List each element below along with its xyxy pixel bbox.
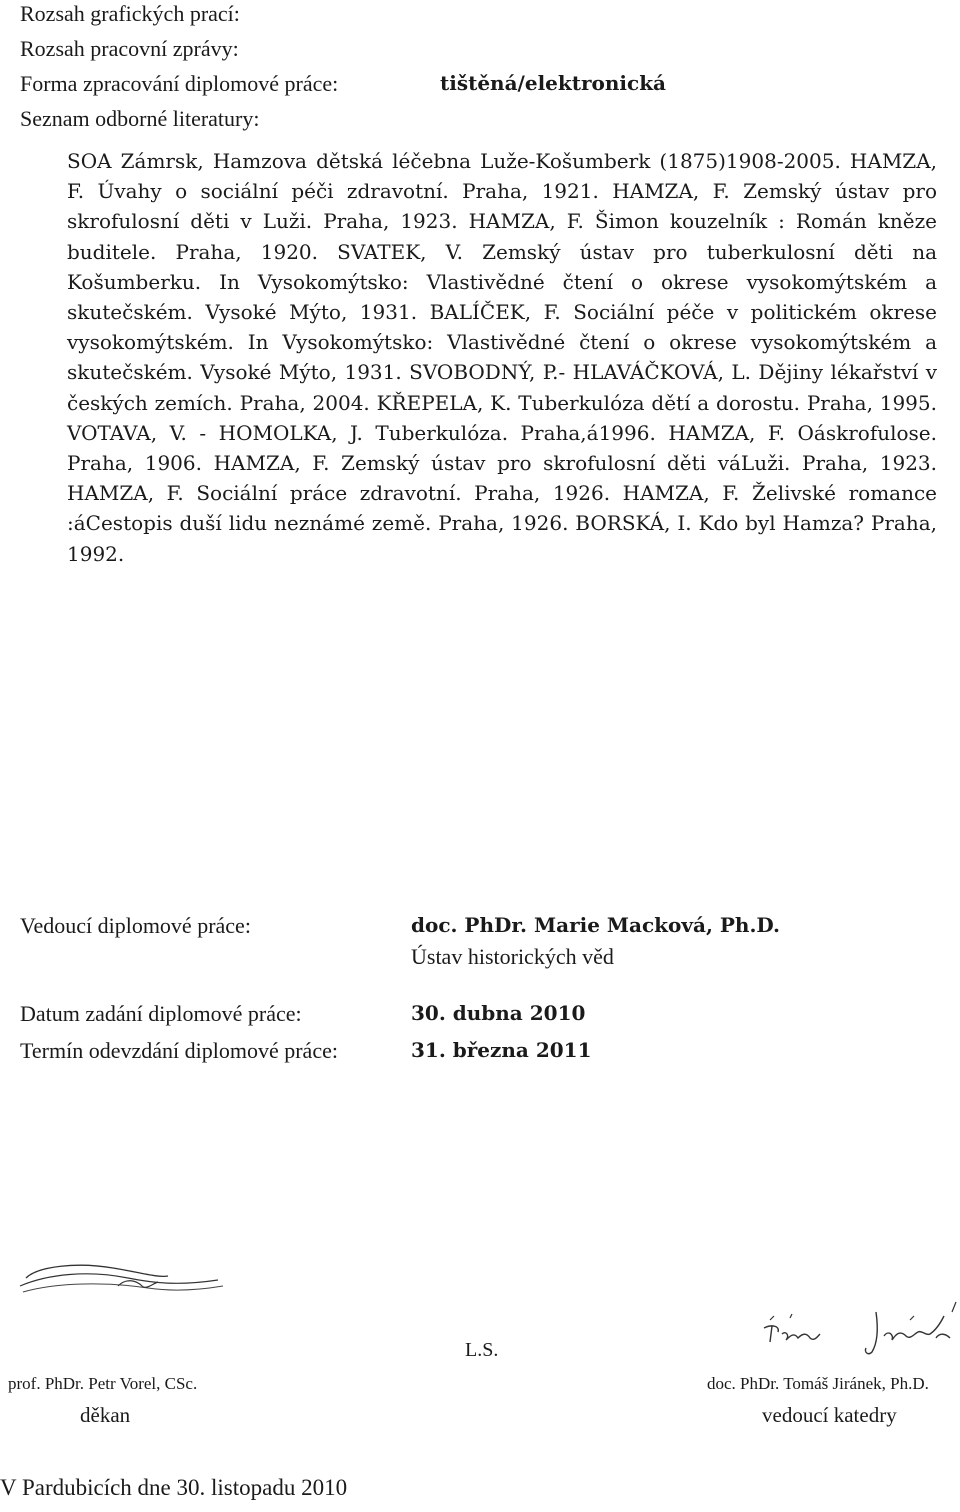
assigned-date-label: Datum zadání diplomové práce: [20,1001,302,1026]
dean-signature [18,1256,228,1306]
supervisor-label: Vedoucí diplomové práce: [20,913,251,938]
graphics-scope-label: Rozsah grafických prací: [20,1,240,26]
assigned-date-value: 30. dubna 2010 [411,1001,586,1025]
head-role: vedoucí katedry [762,1403,897,1427]
head-name: doc. PhDr. Tomáš Jiránek, Ph.D. [707,1374,929,1393]
due-date-value: 31. března 2011 [411,1038,592,1062]
dean-role: děkan [80,1403,131,1427]
place-and-date: V Pardubicích dne 30. listopadu 2010 [0,1475,348,1500]
report-scope-label: Rozsah pracovní zprávy: [20,36,239,61]
form-value: tištěná/elektronická [440,71,667,95]
literature-list: SOA Zámrsk, Hamzova dětská léčebna Luže-Košumberk (1875)1908-2005. HAMZA, F. Úvahy o sociální péči zdravotní. Praha, 1921. HAMZA, F. Zemský ústav pro skrofulosní děti v Luži. Praha, 1923. HAMZA, F. Šimon kouzelník : Román kněze buditele. Praha, 1920. SVATEK, V. Zemský ústav pro tuberkulosní děti na Košumberku. In Vysokomýtsko: Vlastivědné čtení o okrese vysokomýtském a skutečském. Vysoké Mýto, 1931. BALÍČEK, F. Sociální péče v politickém okrese vysokomýtském. In Vysokomýtsko: Vlastivědné čtení o okrese vysokomýtském a skutečském. Vysoké Mýto, 1931. SVOBODNÝ, P.- HLAVÁČKOVÁ, L. Dějiny lékařství v českých zemích. Praha, 2004. KŘEPELA, K. Tuberkulóza dětí a dorostu. Praha, 1995. VOTAVA, V. - HOMOLKA, J. Tuberkulóza. Praha,á1996. HAMZA, F. Oáskrofulose. Praha, 1906. HAMZA, F. Zemský ústav pro skrofulosní děti váLuži. Praha, 1923. HAMZA, F. Sociální práce zdravotní. Praha, 1926. HAMZA, F. Želivské romance :áCestopis duší lidu neznámé země. Praha, 1926. BORSKÁ, I. Kdo byl Hamza? Praha, 1992. [67,149,937,566]
supervisor-department: Ústav historických věd [411,944,614,969]
seal-mark: L.S. [465,1339,499,1361]
head-signature [760,1290,960,1360]
literature-label: Seznam odborné literatury: [20,106,260,131]
form-label: Forma zpracování diplomové práce: [20,71,339,96]
dean-name: prof. PhDr. Petr Vorel, CSc. [8,1374,198,1393]
due-date-label: Termín odevzdání diplomové práce: [20,1038,338,1063]
supervisor-name: doc. PhDr. Marie Macková, Ph.D. [411,913,781,937]
